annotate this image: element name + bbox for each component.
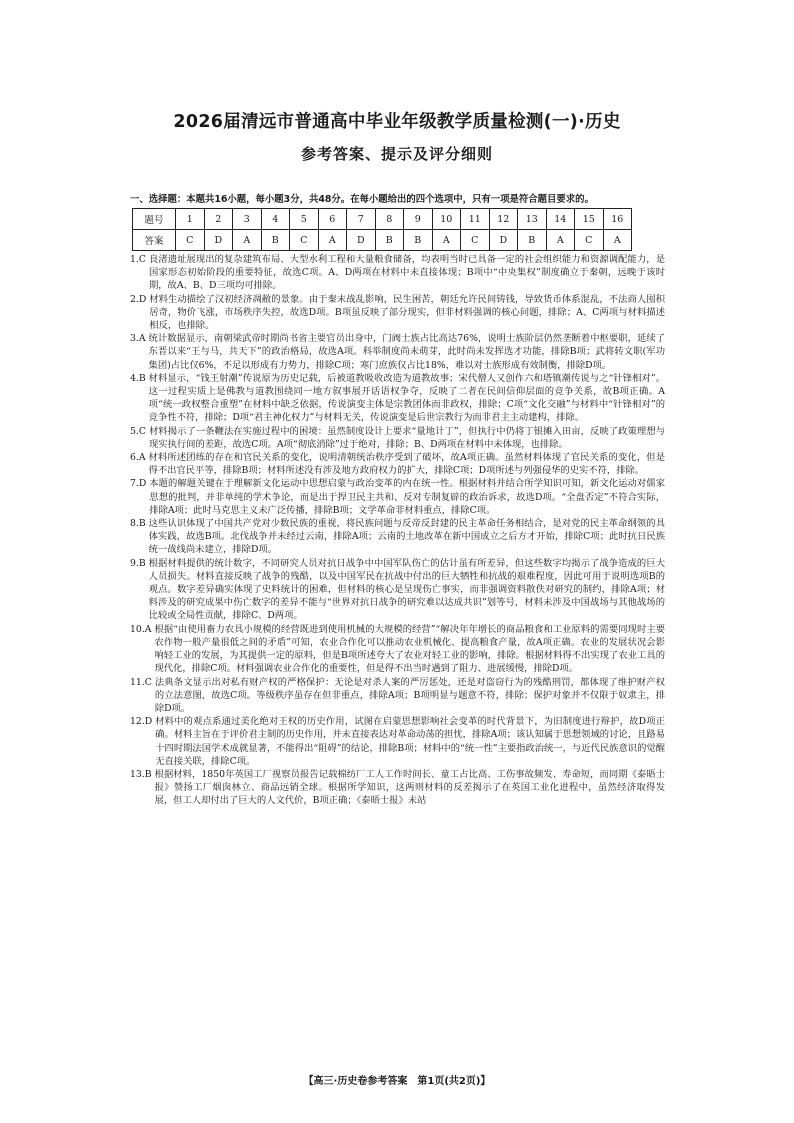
explanation-number: 12.D xyxy=(130,716,156,728)
explanation-text: 本题的解题关键在于理解新文化运动中思想启蒙与政治变革的内在统一性。根据材料并结合所学知识可知，新文化运动对儒家思想的批判，并非单纯的学术争论，而是出于捍卫民主共和、反对专制复辟的政治诉求，故选D项。“全盘否定”不符合实际，排除A项；此时马克思主义未广泛传播，排除B项；文学革命非材料重点，排除C项。 xyxy=(149,478,665,516)
question-number-cell: 3 xyxy=(233,209,262,230)
answer-cell: D xyxy=(347,230,376,251)
explanation-list xyxy=(130,253,665,808)
question-number-cell: 1 xyxy=(176,209,205,230)
page-title: 2026届清远市普通高中毕业年级教学质量检测(一)·历史 xyxy=(173,112,621,132)
answer-cell: A xyxy=(432,230,461,251)
explanation-number: 11.C xyxy=(130,676,155,688)
answer-table xyxy=(132,208,632,251)
question-number-cell: 14 xyxy=(546,209,575,230)
page-footer: 【高三·历史卷参考答案 第1页(共2页)】 xyxy=(303,1076,491,1087)
question-number-cell: 5 xyxy=(290,209,319,230)
question-number-cell: 2 xyxy=(204,209,233,230)
answer-cell: B xyxy=(518,230,547,251)
question-number-cell: 15 xyxy=(575,209,604,230)
explanation-item xyxy=(130,293,665,333)
explanation-text: 这些认识体现了中国共产党对少数民族的重视，将民族问题与反帝反封建的民主革命任务相结合，是对党的民主革命纲领的具体实践，故选B项。北伐战争并未经过云南，排除A项；云南的土地改革在新中国成立之后方才开始，排除C项；此时抗日民族统一战线尚未建立，排除D项。 xyxy=(148,518,665,556)
explanation-item xyxy=(130,517,665,557)
question-number-cell: 16 xyxy=(603,209,632,230)
question-number-cell: 10 xyxy=(432,209,461,230)
answer-cell: A xyxy=(546,230,575,251)
question-number-cell: 11 xyxy=(461,209,490,230)
explanation-text: 法典条文显示出对私有财产权的严格保护：无论是对杀人案的严厉惩处，还是对盗窃行为的残酷刑罚，都体现了维护财产权的立法意图，故选C项。等级秩序虽存在但非重点，排除A项；B项明显与题意不符，排除；保护对象并不仅限于奴隶主，排除D项。 xyxy=(154,676,665,714)
explanation-number: 9.B xyxy=(130,557,149,569)
explanation-item xyxy=(130,557,665,623)
question-number-cell: 12 xyxy=(489,209,518,230)
explanation-text: 根据“由使用畜力农具小规模的经营既进到使用机械的大规模的经营”“解决年年增长的商品粮食和工业原料的需要同现时主要农作物一般产量很低之间的矛盾”可知，农业合作化可以推动农业机械化、提高粮食产量，故A项正确。农业的发展状况会影响轻工业的发展，为其提供一定的原料，但是B项所述夸大了农业对轻工业的影响，排除。根据材料得不出实现了农业工具的现代化，排除C项。材料强调农业合作化的重要性，但是得不出当时遇到了阻力、进展缓慢，排除D项。 xyxy=(154,623,665,675)
answer-table-number-row xyxy=(133,209,632,230)
row-label-number: 题号 xyxy=(133,209,176,230)
answer-cell: A xyxy=(318,230,347,251)
answer-cell: C xyxy=(176,230,205,251)
explanation-number: 2.D xyxy=(130,293,150,305)
row-label-answer: 答案 xyxy=(133,230,176,251)
answer-cell: D xyxy=(204,230,233,251)
explanation-item xyxy=(130,768,665,808)
answer-cell: C xyxy=(575,230,604,251)
answer-cell: A xyxy=(603,230,632,251)
question-number-cell: 9 xyxy=(404,209,433,230)
explanation-item xyxy=(130,715,665,768)
explanation-item xyxy=(130,451,665,477)
explanation-number: 7.D xyxy=(130,478,150,490)
explanation-item xyxy=(130,372,665,425)
question-number-cell: 6 xyxy=(318,209,347,230)
explanation-item xyxy=(130,676,665,716)
answer-cell: B xyxy=(261,230,290,251)
explanation-number: 3.A xyxy=(130,333,149,345)
explanation-number: 6.A xyxy=(130,452,149,464)
answer-cell: B xyxy=(375,230,404,251)
answer-cell: C xyxy=(290,230,319,251)
section-heading: 一、选择题：本题共16小题，每小题3分，共48分。在每小题给出的四个选项中，只有一项是符合题目要求的。 xyxy=(130,194,594,205)
answer-table-answer-row xyxy=(133,230,632,251)
explanation-number: 1.C xyxy=(130,254,149,265)
explanation-item xyxy=(130,477,665,517)
explanation-item xyxy=(130,623,665,676)
explanation-text: 材料显示，“钱王射潮”传说原为历史记载，后被道教吸收改造为道教故事；宋代僧人又创作六和塔镇潮传说与之“针锋相对”。这一过程实质上是佛教与道教围绕同一地方叙事展开话语权争夺，反映了二者在民间信仰层面的竞争关系，故B项正确。A项“统一政权整合重塑”在材料中缺乏依据，传说演变主体是宗教团体而非政权，排除；C项“文化交融”与材料中“针锋相对”的竞争性不符，排除；D项“君主神化权力”与材料无关，传说演变是后世宗教行为而非君主主动建构，排除。 xyxy=(148,372,665,424)
explanation-item xyxy=(130,425,665,451)
question-number-cell: 13 xyxy=(518,209,547,230)
explanation-text: 材料揭示了一条鞭法在实施过程中的困境：虽然制度设计上要求“量地计丁”，但执行中仍将丁银摊入田亩，反映了政策理想与现实执行间的差距，故选C项。A项“彻底消除”过于绝对，排除；B、D两项在材料中未体现，也排除。 xyxy=(148,425,665,450)
explanation-text: 统计数据显示，南朝梁武帝时期尚书省主要官员出身中，门阀士族占比高达76%，说明士族阶层仍然垄断着中枢要职，延续了东晋以来“王与马，共天下”的政治格局，故选A项。科举制度尚未萌芽，此时尚未发挥选才功能，排除B项；武将转文职(军功集团)占比仅6%，不足以形成有力势力，排除C项；寒门庶族仅占比18%，难以对士族形成有效制衡，排除D项。 xyxy=(148,333,665,371)
answer-cell: C xyxy=(461,230,490,251)
explanation-text: 材料中的观点系通过美化绝对王权的历史作用，试图在启蒙思想影响社会变革的时代背景下，为旧制度进行辩护，故D项正确。材料主旨在于评价君主制的历史作用，并未直接表达对革命动荡的担忧，排除A项；该认知属于思想领域的讨论，且路易十四时期法国学术成就显著，不能得出“阻碍”的结论，排除B项；材料中的“统一性”主要指政治统一，与近代民族意识的觉醒无直接关联，排除C项。 xyxy=(155,716,665,767)
explanation-text: 根据材料，1850年英国工厂视察员报告记载棉纺厂工人工作时间长、童工占比高、工伤事故频发、寿命短，而同期《泰晤士报》赞扬工厂烟囱林立、商品远销全球。根据所学知识，这两则材料的反差揭示了在英国工业化进程中，虽然经济取得发展，但工人却付出了巨大的人文代价，B项正确；《泰晤士报》未站 xyxy=(154,768,665,807)
answer-cell: A xyxy=(233,230,262,251)
question-number-cell: 8 xyxy=(375,209,404,230)
explanation-number: 4.B xyxy=(130,372,149,384)
page-subtitle: 参考答案、提示及评分细则 xyxy=(300,145,493,163)
explanation-text: 材料所述团练的存在和官民关系的变化，说明清朝统治秩序受到了破坏，故A项正确。虽然材料体现了官民关系的变化，但是得不出官民平等，排除B项；材料所述没有涉及地方政府权力的扩大，排除C项；D项所述与列强侵华的史实不符，排除。 xyxy=(148,452,665,477)
explanation-number: 8.B xyxy=(130,518,149,530)
explanation-text: 材料生动描绘了汉初经济凋敝的景象。由于秦末战乱影响，民生困苦，朝廷允许民间铸钱，导致货币体系混乱，不法商人囤积居奇，物价飞涨，市场秩序失控，故选D项。B项虽反映了部分现实，但非材料强调的核心问题，排除；A、C两项与材料描述相反，也排除。 xyxy=(149,293,665,332)
explanation-text: 根据材料提供的统计数字，不同研究人员对抗日战争中中国军队伤亡的估计虽有所差异，但这些数字均揭示了战争造成的巨大人员损失。材料直接反映了战争的残酷，以及中国军民在抗战中付出的巨大牺牲和抗战的艰难程度，因此可用于说明选项B的观点。数字差异确实体现了史料统计的困难，但材料的核心是呈现伤亡事实，而非强调资料散佚对研究的制约，排除A项；材料涉及的研究成果中伤亡数字的差异不能与“世界对抗日战争的研究难以达成共识”划等号，材料未涉及中国战场与其他战场的比较或全局性贡献，排除C、D两项。 xyxy=(148,557,665,622)
answer-cell: B xyxy=(404,230,433,251)
explanation-number: 10.A xyxy=(130,623,155,635)
answer-cell: D xyxy=(489,230,518,251)
question-number-cell: 7 xyxy=(347,209,376,230)
explanation-item xyxy=(130,332,665,372)
explanation-item xyxy=(130,253,665,293)
explanation-number: 13.B xyxy=(130,768,155,780)
explanation-number: 5.C xyxy=(130,425,149,437)
explanation-text: 良渚遗址展现出的复杂建筑布局、大型水利工程和大量粮食储备，均表明当时已具备一定的社会组织能力和资源调配能力，是国家形态初始阶段的重要特征，故选C项。A、D两项在材料中未直接体现；B项中“中央集权”制度确立于秦朝，远晚于该时期，故A、B、D三项均可排除。 xyxy=(148,254,665,292)
question-number-cell: 4 xyxy=(261,209,290,230)
